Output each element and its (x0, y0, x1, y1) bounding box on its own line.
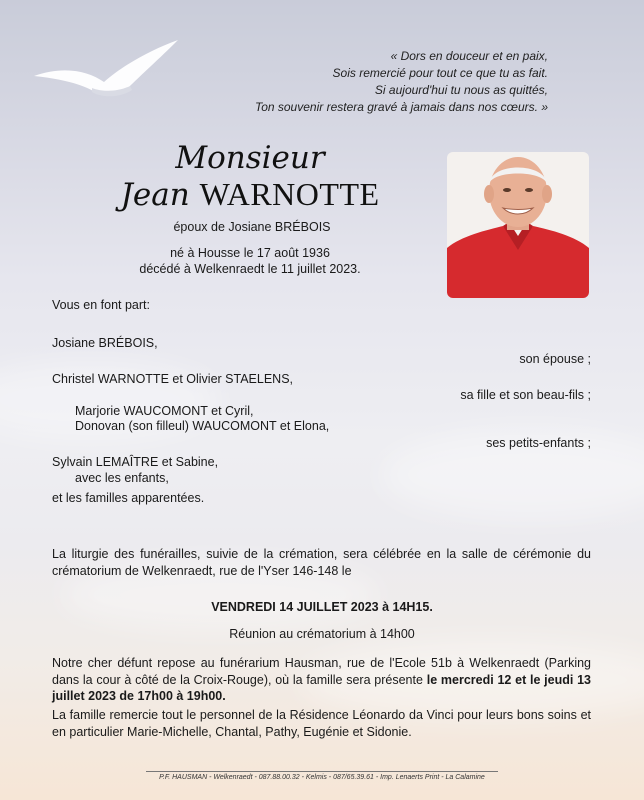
family-name: Sylvain LEMAÎTRE et Sabine, (52, 455, 219, 469)
family-name: avec les enfants, (75, 471, 169, 485)
ceremony-date: VENDREDI 14 JUILLET 2023 à 14H15. (211, 600, 433, 614)
meeting-line: Réunion au crématorium à 14h00 (229, 627, 415, 641)
born-line: né à Housse le 17 août 1936 (170, 246, 330, 260)
rest-paragraph (52, 655, 591, 705)
family-name: Donovan (son filleul) WAUCOMONT et Elona, (75, 419, 330, 433)
family-relation: son épouse ; (519, 352, 591, 366)
spouse-line: époux de Josiane BRÉBOIS (173, 220, 331, 234)
deceased-name (100, 176, 400, 213)
family-relation: ses petits-enfants ; (486, 436, 591, 450)
family-name: Christel WARNOTTE et Olivier STAELENS, (52, 372, 294, 386)
visiting-hours: le mercredi 12 et le jeudi 13 juillet 2023 de 17h00 à 19h00. (52, 672, 591, 703)
footer-divider (146, 771, 498, 772)
family-relation: sa fille et son beau-fils ; (460, 388, 591, 402)
seagull-icon (32, 36, 182, 104)
died-line: décédé à Welkenraedt le 11 juillet 2023. (139, 262, 361, 276)
first-name: Jean (120, 177, 190, 213)
quote-line: Ton souvenir restera gravé à jamais dans nos cœurs. » (254, 100, 548, 114)
footer-text: P.F. HAUSMAN - Welkenraedt - 087.88.00.32 - Kelmis - 087/65.39.61 - Imp. Lenaerts Print - La Calamine (159, 774, 485, 781)
ceremony-text: La liturgie des funérailles, suivie de la crémation, sera célébrée en la salle de cérémonie du crématorium de Welkenraedt, rue de l'Yser 146-148 le (52, 547, 591, 578)
portrait-photo (447, 152, 589, 298)
rest-text: Notre cher défunt repose au funérarium Hausman, rue de l'Ecole 51b à Welkenraedt (Parking dans la cour à côté de la Croix-Rouge), où la famille sera présente (52, 656, 591, 687)
family-name: et les familles apparentées. (52, 491, 205, 505)
honorific-title: Monsieur (175, 140, 325, 176)
quote-line: Sois remercié pour tout ce que tu as fait. (332, 66, 548, 80)
announcement-intro: Vous en font part: (52, 298, 150, 312)
family-name: Marjorie WAUCOMONT et Cyril, (75, 404, 254, 418)
quote-block (180, 48, 548, 116)
thanks-paragraph: La famille remercie tout le personnel de la Résidence Léonardo da Vinci pour leurs bons soins et en particulier Marie-Michelle, Chantal, Pathy, Eugénie et Sidonie. (52, 708, 591, 739)
quote-line: « Dors en douceur et en paix, (390, 49, 548, 63)
family-name: Josiane BRÉBOIS, (52, 336, 158, 350)
last-name: WARNOTTE (199, 176, 380, 212)
quote-line: Si aujourd'hui tu nous as quittés, (374, 83, 548, 97)
